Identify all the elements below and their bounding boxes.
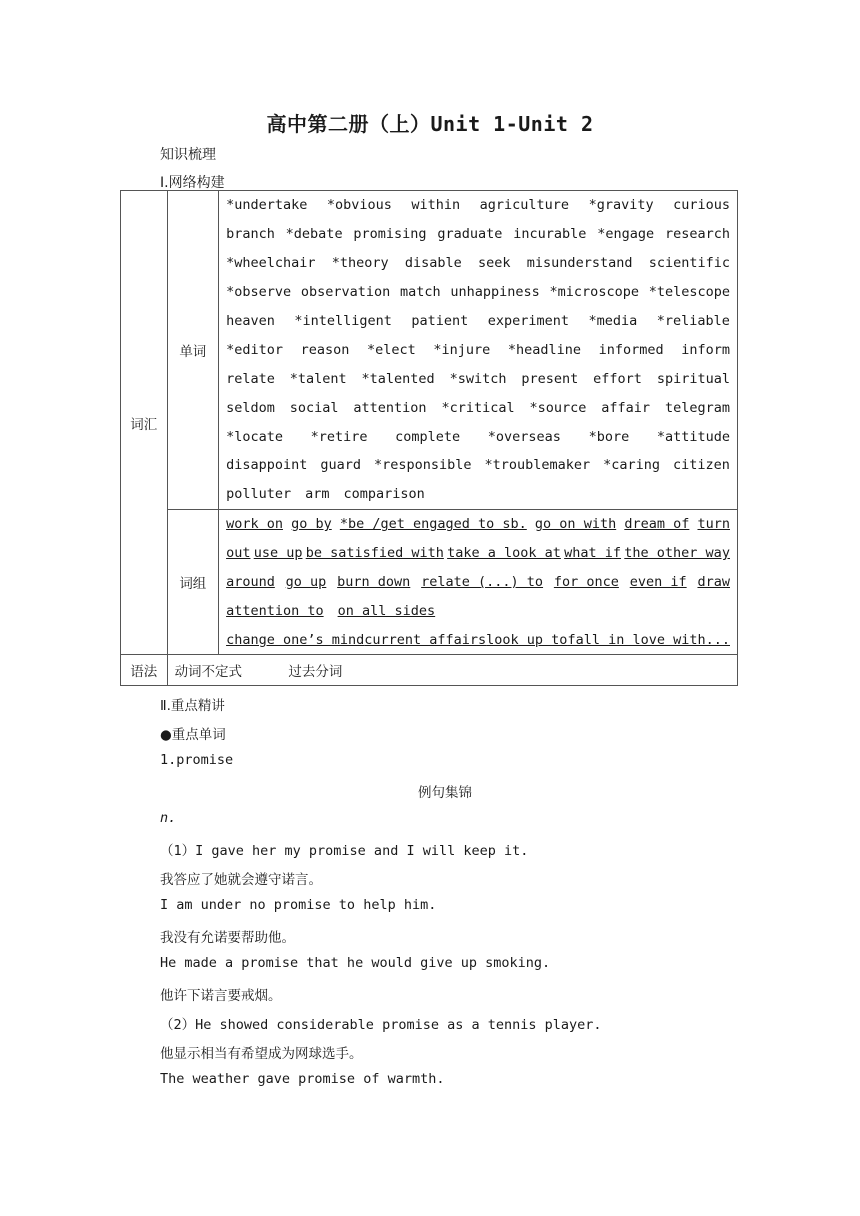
words-item: relate: [226, 370, 275, 387]
phrase-item: take a look at: [447, 545, 561, 562]
words-item: *microscope: [549, 284, 639, 301]
words-item: *talented: [361, 370, 435, 387]
words-item: *headline: [507, 341, 581, 358]
words-item: unhappiness: [450, 284, 540, 301]
words-item: within: [411, 197, 461, 214]
words-item: *retire: [310, 428, 368, 445]
words-item: *obvious: [326, 197, 392, 214]
words-item: *engage: [597, 226, 655, 243]
words-item: guard: [320, 457, 361, 474]
phrase-item: go on with: [534, 516, 617, 533]
words-item: observation: [300, 284, 391, 301]
words-item: seldom: [226, 399, 275, 416]
words-item: disappoint: [226, 457, 308, 474]
phrase-item: attention to: [226, 602, 324, 619]
part-of-speech: n.: [160, 810, 177, 826]
words-item: scientific: [648, 255, 730, 272]
words-item: citizen: [673, 457, 730, 474]
words-item: disable: [404, 255, 462, 272]
words-item: arm: [305, 486, 330, 503]
words-item: *troublemaker: [484, 457, 591, 474]
item-heading: 1.promise: [160, 752, 234, 768]
phrase-row: [226, 625, 730, 654]
words-item: reason: [300, 341, 350, 358]
phrase-row: [226, 539, 730, 568]
words-item: research: [664, 226, 730, 243]
example-sentence: He made a promise that he would give up smoking.: [160, 955, 551, 971]
phrase-item: look up to: [486, 631, 568, 648]
example-translation: 他显示相当有希望成为网球选手。: [160, 1046, 363, 1062]
words-item: misunderstand: [526, 255, 633, 272]
phrase-item: *be /get engaged to sb.: [339, 516, 527, 533]
words-row: [226, 307, 730, 336]
phrase-item: turn: [697, 516, 730, 533]
phrase-item: out: [226, 545, 251, 562]
grammar-item: 过去分词: [288, 664, 343, 681]
words-row: [226, 422, 730, 451]
words-item: spiritual: [656, 370, 730, 387]
words-row: [226, 220, 730, 249]
phrase-item: fall in love with...: [567, 631, 730, 648]
example-translation: 我没有允诺要帮助他。: [160, 930, 295, 946]
words-item: *switch: [449, 370, 507, 387]
phrase-item: around: [226, 574, 275, 591]
words-item: *locate: [226, 428, 283, 445]
words-item: comparison: [343, 486, 425, 503]
phrases-cell: [219, 509, 738, 654]
words-cell: [219, 191, 738, 510]
subsection-heading: Ⅰ.网络构建: [160, 175, 225, 191]
words-item: *talent: [289, 370, 347, 387]
words-item: *undertake: [226, 197, 308, 214]
words-row: [226, 480, 730, 509]
words-row: [226, 335, 730, 364]
words-item: *caring: [603, 457, 661, 474]
words-item: *wheelchair: [226, 255, 316, 272]
words-item: telegram: [664, 399, 730, 416]
page-title: 高中第二册（上）Unit 1-Unit 2: [266, 112, 594, 136]
words-item: graduate: [437, 226, 503, 243]
phrase-item: on all sides: [337, 602, 436, 619]
words-item: experiment: [487, 313, 570, 329]
words-item: *intelligent: [294, 313, 392, 329]
example-heading: 例句集锦: [418, 785, 472, 801]
phrase-item: for once: [553, 574, 619, 591]
section-heading: 知识梳理: [160, 147, 216, 163]
vocab-category: 词汇: [121, 191, 168, 655]
words-item: *gravity: [588, 197, 654, 214]
words-item: *elect: [366, 341, 416, 358]
phrase-item: work on: [226, 516, 283, 533]
phrase-item: even if: [629, 574, 687, 591]
words-item: heaven: [226, 313, 275, 329]
phrase-item: draw: [697, 574, 730, 591]
words-item: *critical: [441, 399, 515, 416]
example-sentence: I am under no promise to help him.: [160, 897, 437, 913]
words-row: [226, 393, 730, 422]
words-item: *debate: [285, 226, 343, 243]
words-row: [226, 451, 730, 480]
phrase-item: dream of: [624, 516, 690, 533]
phrase-item: burn down: [337, 574, 411, 591]
grammar-category: 语法: [121, 655, 168, 686]
grammar-item: 动词不定式: [174, 664, 243, 681]
words-item: affair: [601, 399, 651, 416]
words-item: polluter: [226, 486, 292, 503]
words-item: branch: [226, 226, 275, 243]
phrase-row: [226, 596, 730, 625]
words-item: *editor: [226, 341, 283, 358]
example-sentence: （2）He showed considerable promise as a tennis player.: [160, 1017, 602, 1033]
words-item: attention: [353, 399, 427, 416]
words-item: match: [400, 284, 441, 301]
example-translation: 他许下诺言要戒烟。: [160, 988, 282, 1004]
words-item: *overseas: [487, 428, 561, 445]
subsection-heading: Ⅱ.重点精讲: [160, 698, 225, 714]
words-item: seek: [478, 255, 511, 272]
words-item: effort: [593, 370, 642, 387]
words-label: 单词: [167, 191, 219, 510]
words-row: [226, 249, 730, 278]
phrase-row: [226, 510, 730, 539]
knowledge-table: [120, 190, 738, 686]
grammar-cell: [167, 655, 737, 686]
words-item: patient: [411, 313, 469, 329]
words-item: curious: [673, 197, 730, 214]
words-item: *media: [588, 313, 638, 329]
words-item: *observe: [226, 284, 292, 301]
words-row: [226, 278, 730, 307]
words-item: *source: [529, 399, 587, 416]
words-item: *theory: [331, 255, 389, 272]
words-item: present: [521, 370, 579, 387]
words-item: *attitude: [656, 428, 730, 445]
phrase-item: go up: [285, 574, 327, 591]
words-item: informed: [598, 341, 664, 358]
words-row: [226, 364, 730, 393]
words-item: agriculture: [479, 197, 570, 214]
example-sentence: （1）I gave her my promise and I will keep it.: [160, 843, 529, 859]
phrase-item: what if: [564, 545, 622, 562]
words-row: [226, 191, 730, 220]
phrase-item: be satisfied with: [305, 545, 444, 562]
phrases-label: 词组: [167, 509, 219, 654]
key-words-heading: ●重点单词: [160, 727, 226, 743]
words-item: promising: [353, 226, 427, 243]
phrase-item: go by: [291, 516, 332, 533]
words-item: *reliable: [656, 313, 730, 329]
words-item: social: [289, 399, 339, 416]
words-item: *injure: [433, 341, 491, 358]
phrase-item: current affairs: [364, 631, 487, 648]
phrase-item: use up: [253, 545, 303, 562]
words-item: *telescope: [648, 284, 730, 301]
phrase-item: relate (...) to: [421, 574, 544, 591]
words-item: inform: [681, 341, 730, 358]
example-sentence: The weather gave promise of warmth.: [160, 1071, 445, 1087]
example-translation: 我答应了她就会遵守诺言。: [160, 872, 322, 888]
words-item: *bore: [588, 428, 630, 445]
words-item: *responsible: [373, 457, 472, 474]
phrase-row: [226, 568, 730, 597]
phrase-item: the other way: [624, 545, 730, 562]
words-item: incurable: [513, 226, 587, 243]
phrase-item: change one’s mind: [226, 631, 365, 648]
words-item: complete: [395, 428, 461, 445]
